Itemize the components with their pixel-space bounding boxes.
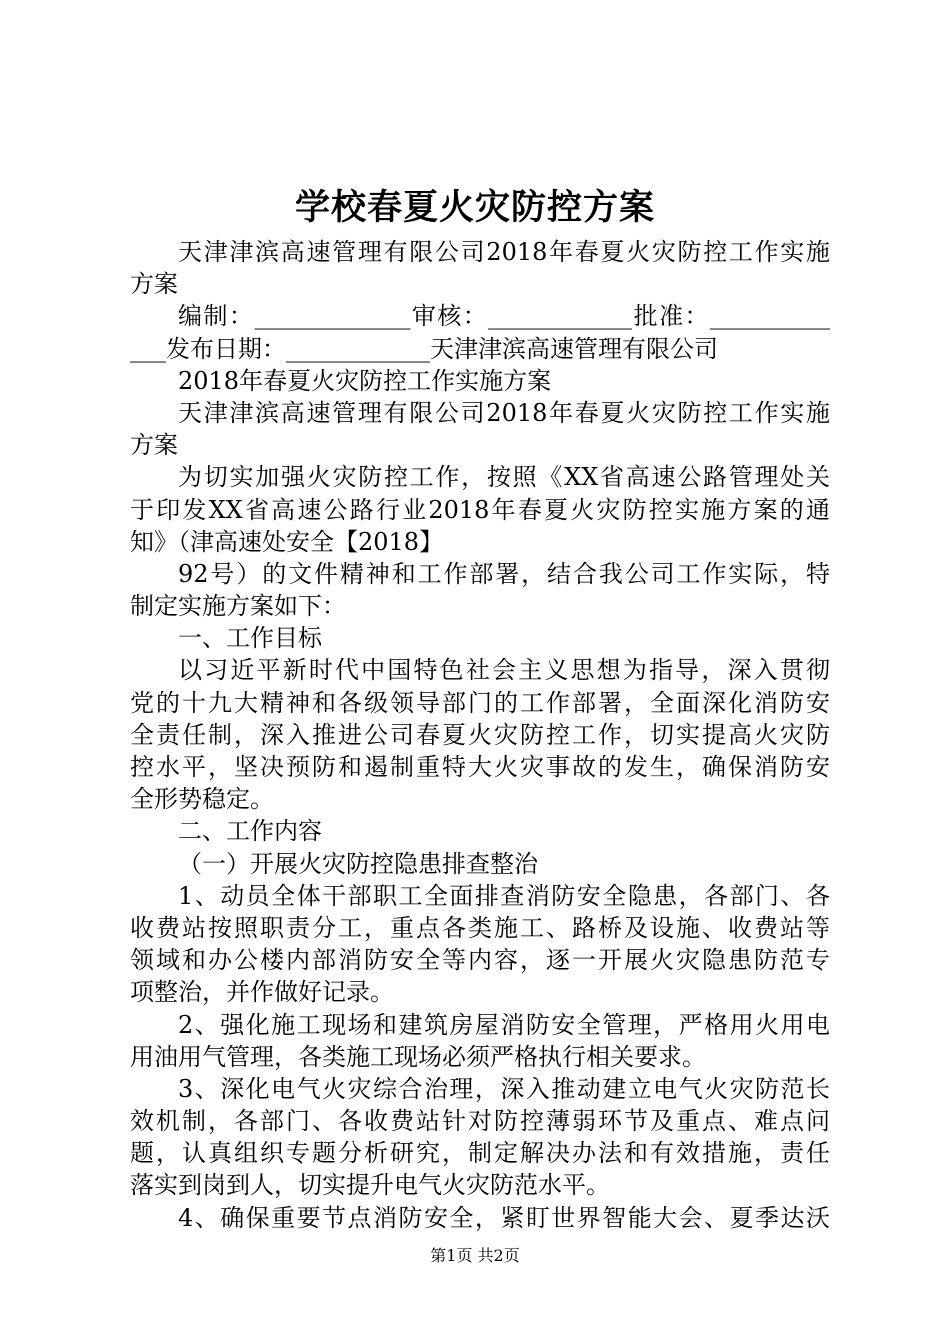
text-line: 2018年春夏火灾防控工作实施方案: [178, 366, 552, 395]
text-line: 全责任制，深入推进公司春夏火灾防控工作，切实提高火灾防: [130, 720, 830, 749]
text-line: 控水平，坚决预防和遏制重特大火灾事故的发生，确保消防安: [130, 753, 830, 781]
text-line: 天津津滨高速管理有限公司2018年春夏火灾防控工作实施: [178, 398, 830, 427]
text-line: 项整治，并作做好记录。: [130, 978, 394, 1007]
text-line: 方案: [130, 270, 178, 299]
text-line: 于印发XX省高速公路行业2018年春夏火灾防控实施方案的通: [130, 495, 830, 524]
text-line: 落实到岗到人，切实提升电气火灾防范水平。: [130, 1171, 610, 1200]
text-line: 党的十九大精神和各级领导部门的工作部署，全面深化消防安: [130, 688, 830, 717]
text-line: 领域和办公楼内部消防安全等内容，逐一开展火灾隐患防范专: [130, 946, 830, 975]
text-line: 全形势稳定。: [130, 785, 274, 814]
text-line: 方案: [130, 431, 178, 460]
text-line: 效机制，各部门、各收费站针对防控薄弱环节及重点、难点问: [130, 1107, 830, 1136]
text-line: 4、确保重要节点消防安全，紧盯世界智能大会、夏季达沃: [178, 1203, 830, 1232]
text-line: 92号）的文件精神和工作部署，结合我公司工作实际，特: [178, 559, 830, 588]
document-title: 学校春夏火灾防控方案: [294, 187, 655, 228]
text-line: 题，认真组织专题分析研究，制定解决办法和有效措施，责任: [130, 1139, 830, 1168]
text-line: 1、动员全体干部职工全面排查消防安全隐患，各部门、各: [178, 881, 830, 910]
text-line: 制定实施方案如下：: [130, 592, 346, 621]
page-footer: 第1页 共2页: [430, 1246, 520, 1265]
text-line: 编制：_____________审核：____________批准：__________: [178, 302, 830, 331]
text-line: 收费站按照职责分工，重点各类施工、路桥及设施、收费站等: [130, 913, 830, 942]
text-line: ___发布日期：____________天津津滨高速管理有限公司: [130, 334, 718, 363]
text-line: 为切实加强火灾防控工作，按照《XX省高速公路管理处关: [178, 463, 830, 492]
section-heading: 二、工作内容: [178, 817, 322, 846]
section-heading: 一、工作目标: [178, 624, 322, 653]
document-body: [130, 236, 830, 1234]
subsection-heading: （一）开展火灾防控隐患排查整治: [178, 849, 538, 878]
text-line: 以习近平新时代中国特色社会主义思想为指导，深入贯彻: [178, 656, 830, 685]
text-line: 用油用气管理，各类施工现场必须严格执行相关要求。: [130, 1042, 706, 1071]
text-line: 天津津滨高速管理有限公司2018年春夏火灾防控工作实施: [178, 238, 830, 266]
text-line: 3、深化电气火灾综合治理，深入推动建立电气火灾防范长: [178, 1074, 830, 1103]
text-line: 2、强化施工现场和建筑房屋消防安全管理，严格用火用电: [178, 1010, 830, 1039]
text-line: 知》（津高速处安全【2018】: [130, 527, 444, 556]
